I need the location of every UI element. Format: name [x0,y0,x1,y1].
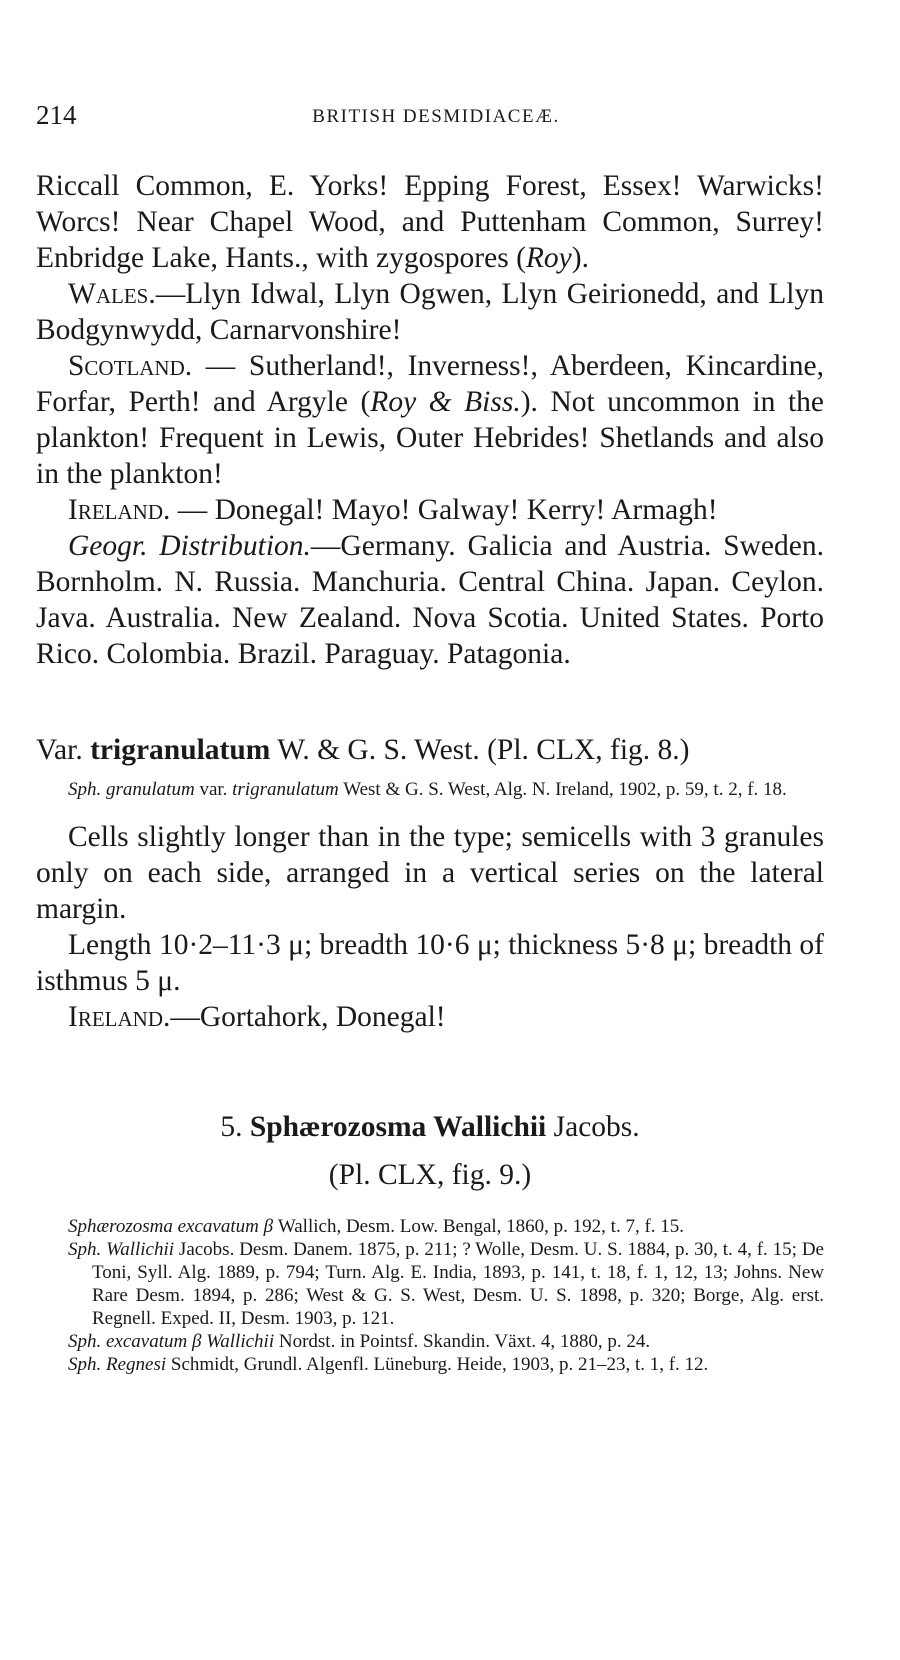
variety-name: trigranulatum [90,734,271,766]
synonym-ref: Wallich, Desm. Low. Bengal, 1860, p. 192, t. 7, f. 15. [273,1216,685,1237]
geographic-distribution [36,528,824,672]
running-head: BRITISH DESMIDIACEÆ. [312,106,560,127]
species-author: Jacobs. [546,1111,640,1143]
scotland-text-2: ). Not uncommon in the plankton! Frequent in Lewis, Outer Hebrides! Shetlands and also in the plankton! [36,386,824,490]
page-body [36,168,824,1376]
synonym-ref: Schmidt, Grundl. Algenfl. Lüneburg. Heide, 1903, p. 21–23, t. 1, f. 12. [166,1354,709,1375]
wales-text: —Llyn Idwal, Llyn Ogwen, Llyn Geirionedd, and Llyn Bodgynwydd, Carnarvonshire! [36,278,824,346]
variety-description: Cells slightly longer than in the type; semicells with 3 granules only on each side, arranged in a vertical series on the lateral margin. [36,821,824,925]
page-number: 214 [36,100,77,130]
species-name: Sphærozosma Wallichii [249,1111,547,1143]
england-end: ). [571,242,589,274]
distribution-label: Geogr. Distribution. [68,530,311,562]
ireland-text: — Donegal! Mayo! Galway! Kerry! Armagh! [170,494,718,526]
synonym-entry [36,1330,824,1353]
variety-synonym-ref: West & G. S. West, Alg. N. Ireland, 1902, p. 59, t. 2, f. 18. [338,779,787,800]
variety-ireland-text: —Gortahork, Donegal! [170,1001,446,1033]
synonym-name: Sph. Wallichii [68,1239,175,1260]
species-synonyms [36,1215,824,1376]
variety-heading [36,732,824,768]
england-localities [36,168,824,276]
distribution-text: —Germany. Galicia and Austria. Sweden. Bornholm. N. Russia. Manchuria. Central China. Japan. Ceylon. Java. Australia. New Zealand. Nova Scotia. United States. Porto Rico. Colombia. Brazil. Paraguay. Patagonia. [36,530,824,670]
synonym-name: Sphærozosma excavatum β [68,1216,274,1237]
wales-label: Wales. [68,278,156,310]
variety-author: W. & G. S. West. (Pl. CLX, fig. 8.) [270,734,690,766]
synonym-name: Sph. Regnesi [68,1354,167,1375]
species-heading [36,1109,824,1145]
scotland-text: — Sutherland!, Inverness!, Aberdeen, Kincardine, Forfar, Perth! and Argyle ( [36,350,824,418]
england-text: Riccall Common, E. Yorks! Epping Forest, Essex! Warwicks! Worcs! Near Chapel Wood, and Puttenham Common, Surrey! Enbridge Lake, Hants., with zygospores ( [36,170,824,274]
synonym-entry [36,1215,824,1238]
variety-synonym-name: trigranulatum [232,779,339,800]
synonym-ref: Nordst. in Pointsf. Skandin. Växt. 4, 1880, p. 24. [274,1331,651,1352]
variety-measurements: Length 10·2–11·3 μ; breadth 10·6 μ; thickness 5·8 μ; breadth of isthmus 5 μ. [36,929,824,997]
variety-prefix: Var. [36,734,91,766]
species-number: 5. [220,1111,250,1143]
wales-localities [36,276,824,348]
variety-synonym [36,778,824,801]
ireland-localities [36,492,824,528]
synonym-ref: Jacobs. Desm. Danem. 1875, p. 211; ? Wolle, Desm. U. S. 1884, p. 30, t. 4, f. 15; De Toni, Syll. Alg. 1889, p. 794; Turn. Alg. E. India, 1893, p. 141, t. 18, f. 1, 12, 13; Johns. New Rare Desm. 1894, p. 286; West & G. S. West, Desm. U. S. 1898, p. 320; Borge, Alg. erst. Regnell. Exped. II, Desm. 1903, p. 121. [92,1239,824,1329]
scotland-label: Scotland. [68,350,193,382]
species-plate: (Pl. CLX, fig. 9.) [328,1159,532,1191]
synonym-entry [36,1353,824,1376]
variety-ireland [36,999,824,1035]
synonym-entry [36,1238,824,1330]
scotland-authors: Roy & Biss. [370,386,521,418]
synonym-name: Sph. excavatum β Wallichii [68,1331,275,1352]
variety-ireland-label: Ireland. [68,1001,171,1033]
variety-synonym-var: var. [194,779,233,800]
scotland-localities [36,348,824,492]
ireland-label: Ireland. [68,494,171,526]
page-header [36,100,836,136]
variety-synonym-genus: Sph. granulatum [68,779,195,800]
england-author: Roy [525,242,572,274]
